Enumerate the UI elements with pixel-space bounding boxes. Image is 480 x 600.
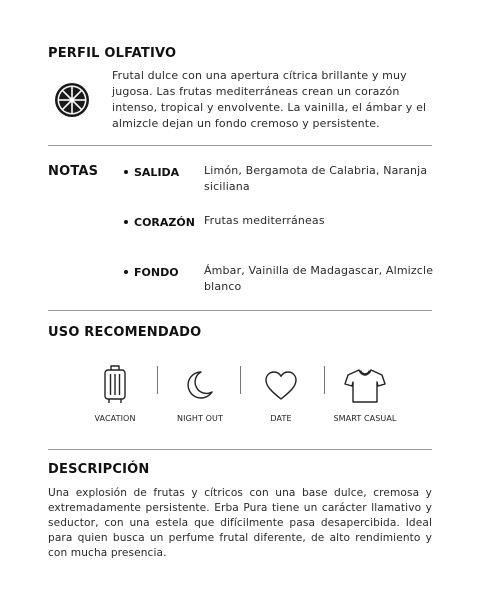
note-value-salida: Limón, Bergamota de Calabria, Naranja siciliana	[204, 164, 428, 193]
perfil-olfativo-title: PERFIL OLFATIVO	[48, 46, 177, 61]
use-label-date: DATE	[270, 414, 292, 423]
heart-icon	[264, 370, 298, 402]
citrus-slice-icon	[52, 80, 92, 120]
use-label-vacation: VACATION	[94, 414, 136, 423]
divider	[48, 449, 432, 450]
divider	[324, 366, 325, 394]
moon-icon	[182, 368, 216, 402]
note-value-corazon: Frutas mediterráneas	[204, 214, 325, 227]
descripcion-title: DESCRIPCIÓN	[48, 462, 150, 477]
divider	[48, 310, 432, 311]
use-label-night-out: NIGHT OUT	[177, 414, 223, 423]
note-label-salida: SALIDA	[124, 166, 179, 179]
note-label-corazon: CORAZÓN	[124, 216, 195, 229]
uso-recomendado-title: USO RECOMENDADO	[48, 325, 202, 340]
divider	[48, 145, 432, 146]
note-label-fondo: FONDO	[124, 266, 179, 279]
perfil-olfativo-text: Frutal dulce con una apertura cítrica brillante y muy jugosa. Las frutas mediterráneas crean un corazón intenso, tropical y envolvente. La vainilla, el ámbar y el almizcle dejan un fondo cremoso y persistente.	[112, 69, 427, 130]
bullet	[124, 270, 128, 274]
note-value-fondo: Ámbar, Vainilla de Madagascar, Almizcle blanco	[204, 264, 434, 293]
descripcion-text: Una explosión de frutas y cítricos con una base dulce, cremosa y extremadamente persistente. Erba Pura tiene un carácter llamativo y seductor, con una estela que difícilmente pasa desapercibida. Ideal para quien busca un perfume frutal diferente, de alto rendimiento y con mucha presencia.	[48, 487, 432, 559]
divider	[240, 366, 241, 394]
suitcase-icon	[100, 364, 130, 406]
notas-title: NOTAS	[48, 164, 99, 179]
tshirt-icon	[344, 368, 386, 404]
use-label-smart-casual: SMART CASUAL	[333, 414, 397, 423]
bullet	[124, 170, 128, 174]
divider	[157, 366, 158, 394]
bullet	[124, 220, 128, 224]
